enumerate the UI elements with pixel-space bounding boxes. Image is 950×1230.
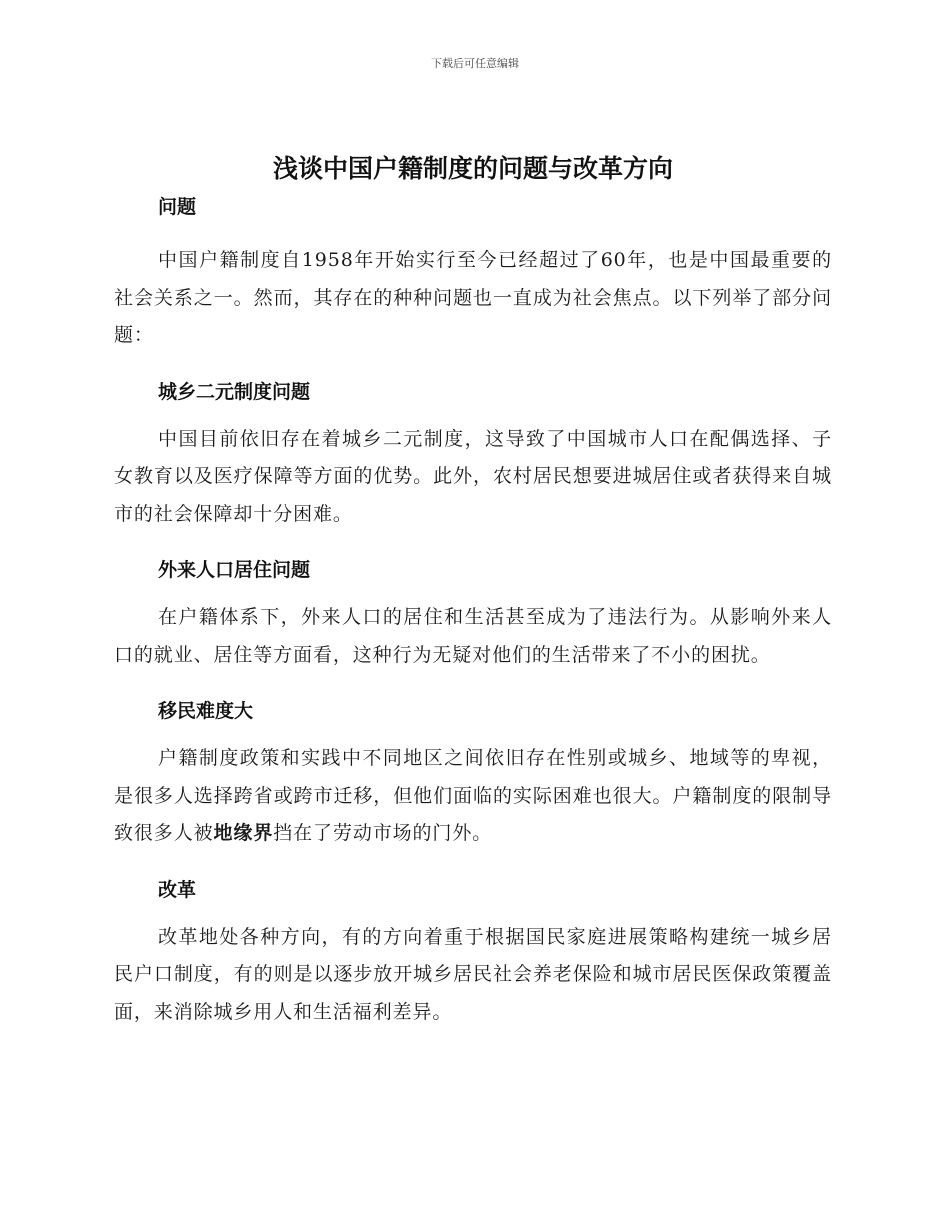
section-heading-urban-rural: 城乡二元制度问题 xyxy=(158,380,311,403)
section-heading-reform: 改革 xyxy=(158,878,197,901)
migration-text-after: 挡在了劳动市场的门外。 xyxy=(273,822,493,844)
section-heading-migrant-residence: 外来人口居住问题 xyxy=(158,559,311,581)
section-heading-problems: 问题 xyxy=(158,196,197,218)
intro-paragraph: 中国户籍制度自1958年开始实行至今已经超过了60年，也是中国最重要的社会关系之一。然而，其存在的种种问题也一直成为社会焦点。以下列举了部分问题： xyxy=(114,249,832,346)
migration-text-before: 户籍制度政策和实践中不同地区之间依旧存在性别或城乡、地域等的卑视，是很多人选择跨省或跨市迁移，但他们面临的实际困难也很大。户籍制度的限制导致很多人被 xyxy=(114,747,832,844)
urban-rural-paragraph: 中国目前依旧存在着城乡二元制度，这导致了中国城市人口在配偶选择、子女教育以及医疗保障等方面的优势。此外，农村居民想要进城居住或者获得来自城市的社会保障却十分困难。 xyxy=(114,427,832,525)
document-body xyxy=(114,152,832,1031)
migration-bold-term: 地缘界 xyxy=(213,822,274,844)
section-heading-migration-difficulty: 移民难度大 xyxy=(158,700,254,722)
page-header-note: 下载后可任意编辑 xyxy=(431,57,519,70)
migrant-residence-paragraph: 在户籍体系下，外来人口的居住和生活甚至成为了违法行为。从影响外来人口的就业、居住等方面看，这种行为无疑对他们的生活带来了不小的困扰。 xyxy=(114,606,832,666)
document-title: 浅谈中国户籍制度的问题与改革方向 xyxy=(272,154,673,183)
reform-paragraph: 改革地处各种方向，有的方向着重于根据国民家庭进展策略构建统一城乡居民户口制度，有的则是以逐步放开城乡居民社会养老保险和城市居民医保政策覆盖面，来消除城乡用人和生活福利差异。 xyxy=(114,925,832,1023)
migration-difficulty-paragraph xyxy=(114,740,832,853)
